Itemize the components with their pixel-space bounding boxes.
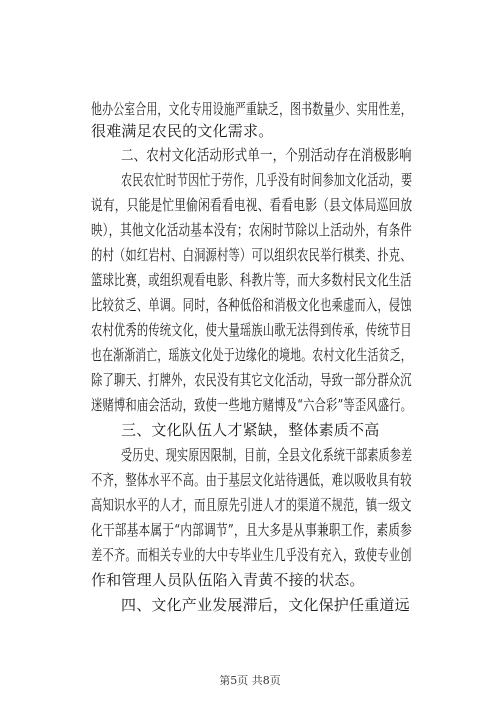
text-line: 说有，只能是忙里偷闲看看电视、看看电影（县文体局巡回放 bbox=[91, 196, 413, 214]
text-line: 化干部基本属于“内部调节”，且大多是从事兼职工作，素质参 bbox=[91, 521, 412, 539]
text-line: 迷赌博和庙会活动，致使一些地方赌博及“六合彩”等歪风盛行。 bbox=[91, 396, 413, 414]
text-line: 他办公室合用，文化专用设施严重缺乏，图书数量少、实用性差， bbox=[91, 100, 412, 118]
text-line: 比较贫乏、单调。同时，各种低俗和消极文化也乘虚而入，侵蚀 bbox=[91, 296, 412, 314]
section-heading: 三、文化队伍人才紧缺，整体素质不高 bbox=[121, 421, 380, 439]
text-line: 的村（如红岩村、白洞源村等）可以组织农民举行棋类、扑克、 bbox=[91, 246, 412, 264]
text-line: 农村优秀的传统文化，使大量瑶族山歌无法得到传承，传统节目 bbox=[91, 321, 412, 339]
text-line: 差不齐。而相关专业的大中专毕业生几乎没有充入，致使专业创 bbox=[91, 546, 412, 564]
text-line: 也在渐渐消亡，瑶族文化处于边缘化的境地。农村文化生活贫乏， bbox=[91, 346, 412, 364]
text-line: 不齐，整体水平不高。由于基层文化站待遇低，难以吸收具有较 bbox=[91, 471, 412, 489]
text-line: 受历史、现实原因限制，目前，全县文化系统干部素质参差 bbox=[121, 446, 413, 464]
text-line: 农民农忙时节因忙于劳作，几乎没有时间参加文化活动，要 bbox=[121, 171, 413, 189]
text-line: 作和管理人员队伍陷入青黄不接的状态。 bbox=[91, 571, 365, 589]
section-heading: 四、文化产业发展滞后，文化保护任重道远 bbox=[121, 596, 410, 614]
section-heading: 二、农村文化活动形式单一，个别活动存在消极影响 bbox=[121, 146, 412, 164]
text-line: 高知识水平的人才，而且原先引进人才的渠道不规范，镇一级文 bbox=[91, 496, 412, 514]
text-line: 映），其他文化活动基本没有；农闲时节除以上活动外，有条件 bbox=[91, 221, 413, 239]
text-line: 很难满足农民的文化需求。 bbox=[91, 122, 274, 140]
page-number: 第5页 共8页 bbox=[219, 674, 281, 687]
text-line: 除了聊天、打牌外，农民没有其它文化活动，导致一部分群众沉 bbox=[91, 371, 412, 389]
text-line: 篮球比赛，或组织观看电影、科教片等，而大多数村民文化生活 bbox=[91, 271, 412, 289]
